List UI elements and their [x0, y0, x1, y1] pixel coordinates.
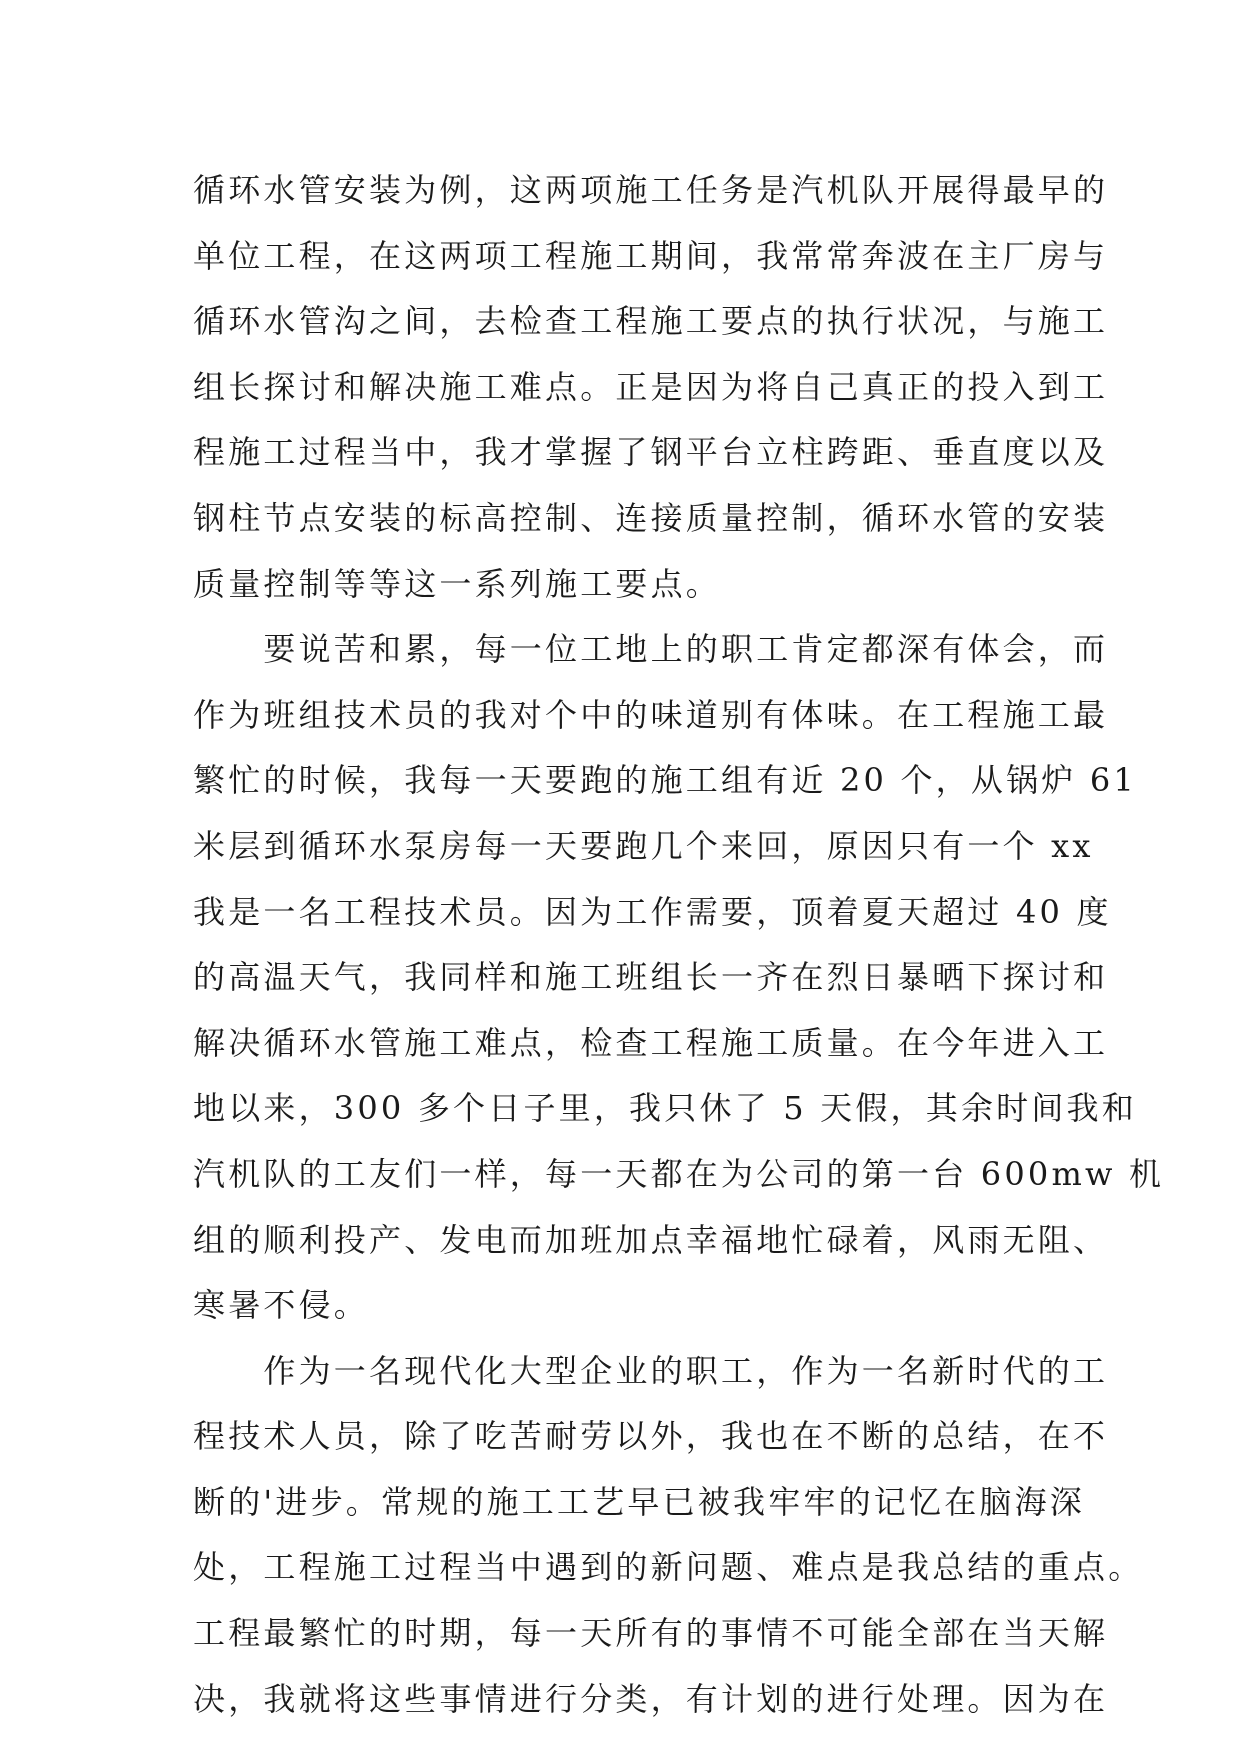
text-line: 钢柱节点安装的标高控制、连接质量控制，循环水管的安装 — [193, 498, 1109, 537]
text-line: 单位工程，在这两项工程施工期间，我常常奔波在主厂房与 — [193, 236, 1109, 275]
text-line: 解决循环水管施工难点，检查工程施工质量。在今年进入工 — [193, 1023, 1109, 1062]
text-line: 我是一名工程技术员。因为工作需要，顶着夏天超过 40 度 — [193, 892, 1112, 931]
text-line: 组长探讨和解决施工难点。正是因为将自己真正的投入到工 — [193, 367, 1109, 406]
text-line: 循环水管沟之间，去检查工程施工要点的执行状况，与施工 — [193, 302, 1109, 341]
text-line: 循环水管安装为例，这两项施工任务是汽机队开展得最早的 — [193, 171, 1109, 209]
text-line: 组的顺利投产、发电而加班加点幸福地忙碌着，风雨无阻、 — [193, 1220, 1109, 1259]
text-line: 繁忙的时候，我每一天要跑的施工组有近 20 个，从锅炉 61 — [193, 761, 1137, 800]
text-line: 作为班组技术员的我对个中的味道别有体味。在工程施工最 — [193, 695, 1109, 734]
text-line: 程施工过程当中，我才掌握了钢平台立柱跨距、垂直度以及 — [193, 433, 1109, 472]
body-text — [193, 158, 1165, 1732]
text-line: 的高温天气，我同样和施工班组长一齐在烈日暴晒下探讨和 — [193, 958, 1109, 997]
text-line: 断的'进步。常规的施工工艺早已被我牢牢的记忆在脑海深 — [193, 1482, 1085, 1521]
text-line: 地以来，300 多个日子里，我只休了 5 天假，其余时间我和 — [193, 1089, 1137, 1128]
text-line: 要说苦和累，每一位工地上的职工肯定都深有体会，而 — [193, 630, 1109, 669]
text-line: 工程最繁忙的时期，每一天所有的事情不可能全部在当天解 — [193, 1614, 1109, 1653]
text-line: 寒暑不侵。 — [193, 1286, 370, 1325]
text-line: 作为一名现代化大型企业的职工，作为一名新时代的工 — [193, 1351, 1109, 1390]
text-line: 处，工程施工过程当中遇到的新问题、难点是我总结的重点。 — [193, 1548, 1144, 1587]
text-line: 程技术人员，除了吃苦耐劳以外，我也在不断的总结，在不 — [193, 1417, 1109, 1456]
text-line: 汽机队的工友们一样，每一天都在为公司的第一台 600mw 机 — [193, 1154, 1165, 1193]
text-line: 米层到循环水泵房每一天要跑几个来回，原因只有一个 xx — [193, 826, 1094, 865]
text-line: 质量控制等等这一系列施工要点。 — [193, 564, 722, 603]
text-line: 决，我就将这些事情进行分类，有计划的进行处理。因为在 — [193, 1679, 1109, 1718]
